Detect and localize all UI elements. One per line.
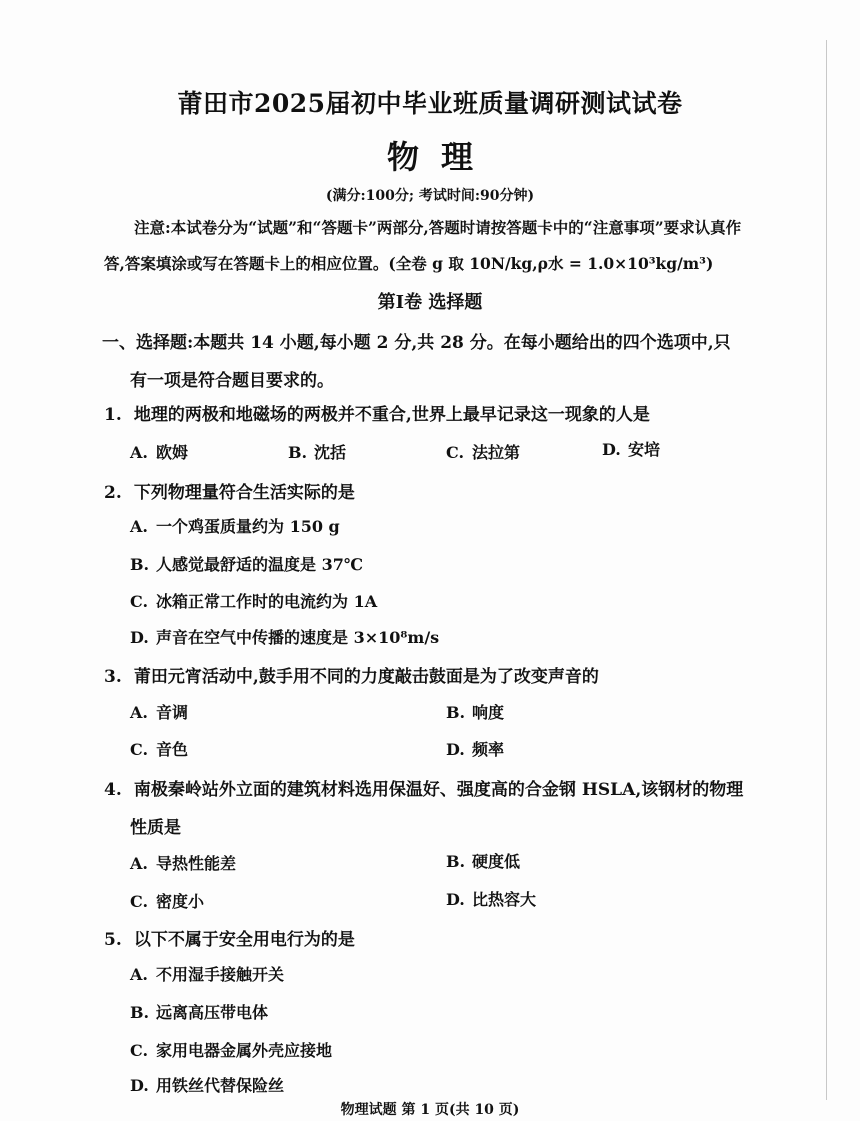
question-number: 5. [104,930,122,950]
question-2-option-d: D. 声音在空气中传播的速度是 3×10⁸m/s [130,628,440,647]
question-1-stem [104,400,650,425]
notice-line-1: 注意:本试卷分为“试题”和“答题卡”两部分,答题时请按答题卡中的“注意事项”要求认真作 [134,218,742,237]
question-3-stem [104,662,599,687]
question-3-option-b: B. 响度 [446,703,505,722]
page-footer: 物理试题 第 1 页(共 10 页) [340,1102,520,1118]
question-4-option-b: B. 硬度低 [446,852,521,871]
question-3-option-c: C. 音色 [130,740,189,759]
question-5-option-a: A. 不用湿手接触开关 [130,965,285,984]
question-number: 2. [104,483,122,503]
question-5-option-b: B. 远离高压带电体 [130,1003,269,1022]
question-number: 4. [104,780,122,800]
question-1-option-a: A. 欧姆 [130,443,189,462]
subject-title: 物理 [386,138,495,176]
question-text: 南极秦岭站外立面的建筑材料选用保温好、强度高的合金钢 HSLA,该钢材的物理 [133,780,744,800]
question-text: 莆田元宵活动中,鼓手用不同的力度敲击鼓面是为了改变声音的 [133,667,599,687]
question-2-option-c: C. 冰箱正常工作时的电流约为 1A [130,592,378,611]
question-2-option-b: B. 人感觉最舒适的温度是 37℃ [130,555,364,574]
question-5-option-c: C. 家用电器金属外壳应接地 [130,1041,333,1060]
question-5-stem [104,925,355,950]
section-intro-line-2: 有一项是符合题目要求的。 [130,371,334,391]
question-2-option-a: A. 一个鸡蛋质量约为 150 g [130,517,340,536]
question-1-option-c: C. 法拉第 [446,443,521,462]
question-2-stem [104,478,355,503]
question-4-option-c: C. 密度小 [130,892,205,911]
question-1-option-d: D. 安培 [602,440,661,459]
question-text: 以下不属于安全用电行为的是 [133,930,355,950]
question-text: 地理的两极和地磁场的两极并不重合,世界上最早记录这一现象的人是 [133,405,650,425]
question-4-option-a: A. 导热性能差 [130,854,237,873]
question-text: 下列物理量符合生活实际的是 [133,483,355,503]
question-number: 3. [104,667,122,687]
question-3-option-d: D. 频率 [446,740,505,759]
question-4-stem [104,775,743,800]
notice-line-2: 答,答案填涂或写在答题卡上的相应位置。(全卷 g 取 10N/kg,ρ水 = 1.0×10³kg/m³) [104,254,714,273]
question-5-option-d: D. 用铁丝代替保险丝 [130,1076,285,1095]
section-intro-line-1: 一、选择题:本题共 14 小题,每小题 2 分,共 28 分。在每小题给出的四个选项中,只 [102,333,731,353]
score-time-line: (满分:100分; 考试时间:90分钟) [325,188,535,204]
question-4-stem-line-2: 性质是 [130,818,181,838]
question-number: 1. [104,405,122,425]
question-3-option-a: A. 音调 [130,703,189,722]
section-heading: 第Ⅰ卷 选择题 [377,292,483,313]
exam-title: 莆田市2025届初中毕业班质量调研测试试卷 [177,89,683,118]
question-4-option-d: D. 比热容大 [446,890,537,909]
question-1-option-b: B. 沈括 [288,443,347,462]
